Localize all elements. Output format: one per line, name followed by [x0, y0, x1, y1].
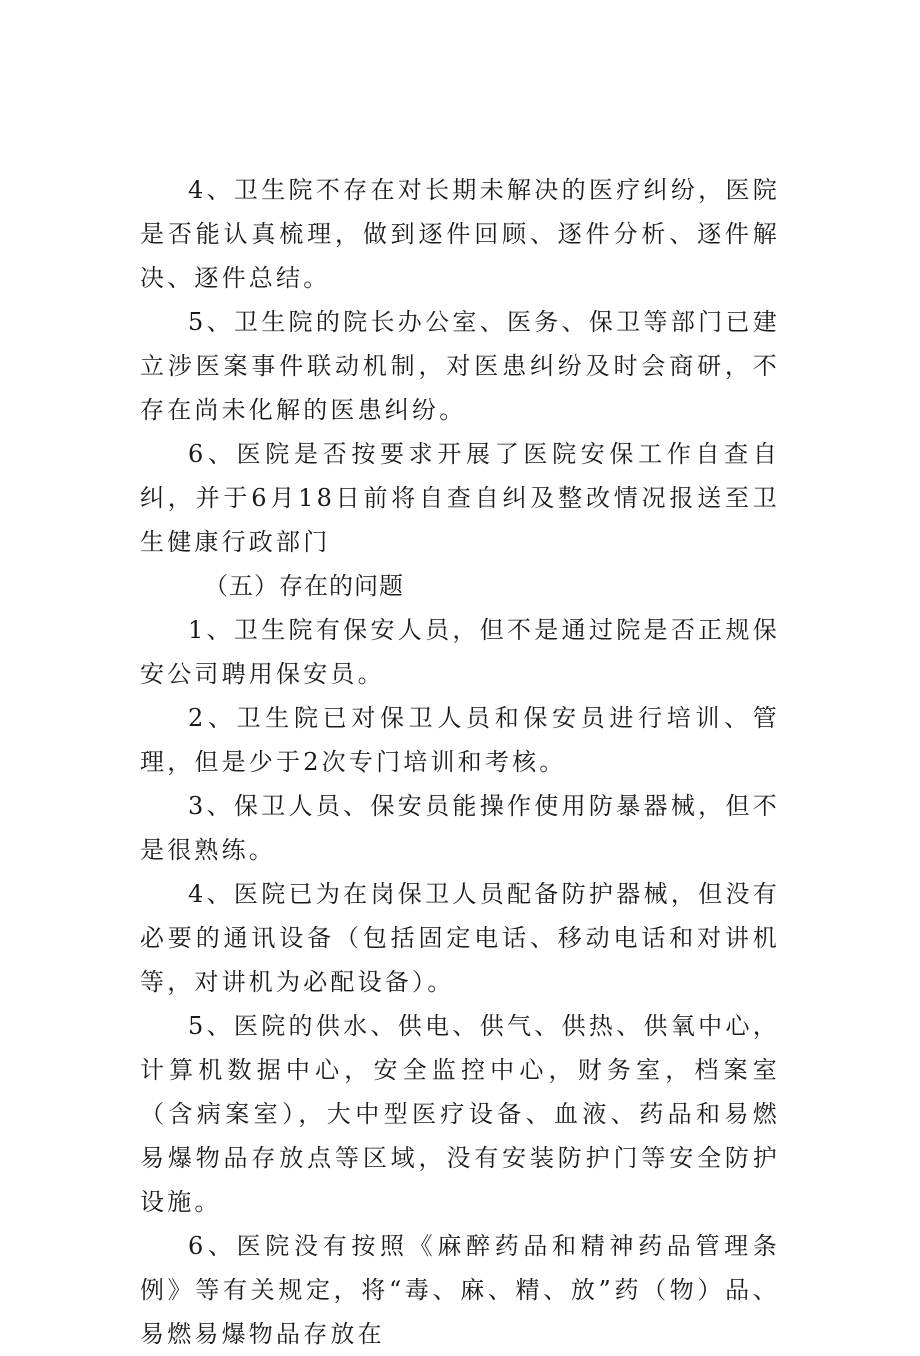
document-body — [140, 168, 780, 1356]
paragraph-item-5-linkage-mechanism: 5、卫生院的院长办公室、医务、保卫等部门已建立涉医案事件联动机制，对医患纠纷及时会商研，不存在尚未化解的医患纠纷。 — [140, 308, 780, 424]
paragraph-problem-6-drug-storage: 6、医院没有按照《麻醉药品和精神药品管理条例》等有关规定，将“毒、麻、精、放”药（物）品、易燃易爆物品存放在 — [140, 1232, 780, 1348]
paragraph-problem-3-riot-equipment: 3、保卫人员、保安员能操作使用防暴器械，但不是很熟练。 — [140, 792, 780, 864]
paragraph-item-4-medical-disputes: 4、卫生院不存在对长期未解决的医疗纠纷，医院是否能认真梳理，做到逐件回顾、逐件分析、逐件解决、逐件总结。 — [140, 176, 780, 292]
section-heading-problems: （五）存在的问题 — [204, 572, 404, 600]
paragraph-item-6-self-inspection: 6、医院是否按要求开展了医院安保工作自查自纠，并于6月18日前将自查自纠及整改情况报送至卫生健康行政部门 — [140, 440, 780, 556]
paragraph-problem-5-protective-doors: 5、医院的供水、供电、供气、供热、供氧中心，计算机数据中心，安全监控中心，财务室，档案室（含病案室），大中型医疗设备、血液、药品和易燃易爆物品存放点等区域，没有安装防护门等安全防护设施。 — [140, 1012, 780, 1216]
paragraph-problem-4-communication-devices: 4、医院已为在岗保卫人员配备防护器械，但没有必要的通讯设备（包括固定电话、移动电话和对讲机等，对讲机为必配设备）。 — [140, 880, 780, 996]
paragraph-problem-2-training: 2、卫生院已对保卫人员和保安员进行培训、管理，但是少于2次专门培训和考核。 — [140, 704, 780, 776]
paragraph-problem-1-security-staff: 1、卫生院有保安人员，但不是通过院是否正规保安公司聘用保安员。 — [140, 616, 780, 688]
